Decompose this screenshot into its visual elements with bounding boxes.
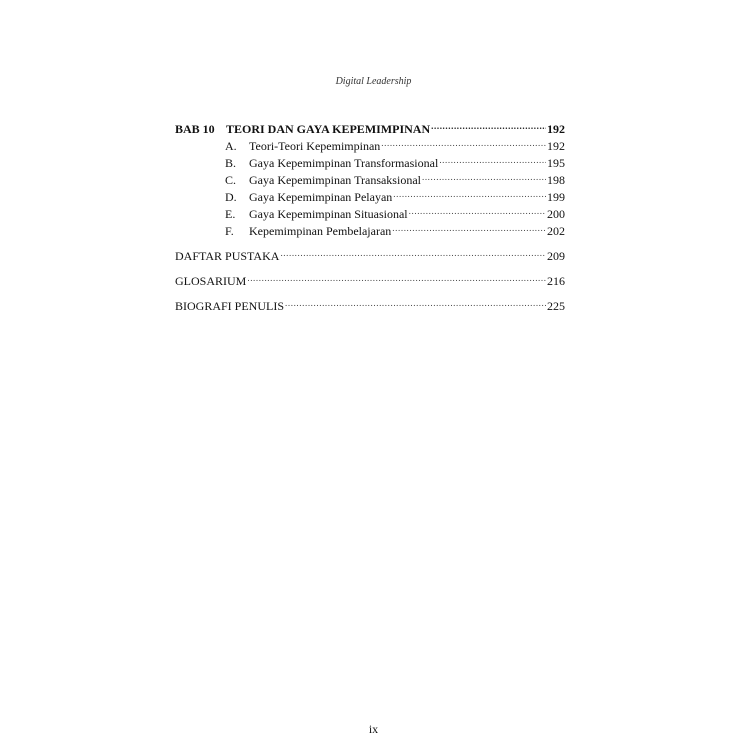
section-letter: F.	[225, 224, 234, 238]
dot-leader	[422, 172, 546, 184]
section-title: Teori-Teori Kepemimpinan	[249, 139, 381, 153]
dot-leader	[392, 223, 546, 235]
back-matter-page: 225	[547, 299, 565, 313]
dot-leader	[409, 206, 546, 218]
back-matter-page: 209	[547, 249, 565, 263]
page-number: ix	[368, 722, 379, 736]
dot-leader	[285, 298, 546, 310]
section-page: 195	[547, 156, 565, 170]
section-page: 192	[547, 139, 565, 153]
chapter-number: BAB 10	[175, 122, 215, 136]
toc-back-matter-row-glosarium	[175, 273, 565, 290]
section-letter: A.	[225, 139, 237, 153]
toc-section-row-c	[175, 172, 565, 189]
toc-section-row-d	[175, 189, 565, 206]
dot-leader	[439, 155, 546, 167]
dot-leader	[280, 248, 546, 260]
dot-leader	[431, 121, 546, 133]
toc-section-row-f	[175, 223, 565, 240]
toc-back-matter-row-biografi-penulis	[175, 298, 565, 315]
toc-chapter-row	[175, 120, 565, 138]
section-page: 199	[547, 190, 565, 204]
section-title: Gaya Kepemimpinan Situasional	[249, 207, 408, 221]
section-title: Gaya Kepemimpinan Pelayan	[249, 190, 393, 204]
toc-section-row-e	[175, 206, 565, 223]
section-page: 198	[547, 173, 565, 187]
section-title: Kepemimpinan Pembelajaran	[249, 224, 392, 238]
dot-leader	[381, 138, 546, 150]
section-page: 200	[547, 207, 565, 221]
section-page: 202	[547, 224, 565, 238]
toc-section-row-a	[175, 138, 565, 155]
running-header: Digital Leadership	[335, 76, 412, 87]
toc-back-matter-row-daftar-pustaka	[175, 248, 565, 265]
back-matter-page: 216	[547, 274, 565, 288]
section-letter: D.	[225, 190, 237, 204]
section-title: Gaya Kepemimpinan Transformasional	[249, 156, 439, 170]
back-matter-title: GLOSARIUM	[175, 274, 247, 288]
chapter-page: 192	[547, 122, 565, 136]
section-letter: C.	[225, 173, 237, 187]
back-matter-title: DAFTAR PUSTAKA	[175, 249, 280, 263]
section-letter: B.	[225, 156, 237, 170]
chapter-title: TEORI DAN GAYA KEPEMIMPINAN	[226, 122, 431, 136]
back-matter-title: BIOGRAFI PENULIS	[175, 299, 285, 313]
section-title: Gaya Kepemimpinan Transaksional	[249, 173, 421, 187]
dot-leader	[247, 273, 546, 285]
section-letter: E.	[225, 207, 236, 221]
table-of-contents	[175, 120, 565, 315]
toc-section-row-b	[175, 155, 565, 172]
dot-leader	[393, 189, 546, 201]
